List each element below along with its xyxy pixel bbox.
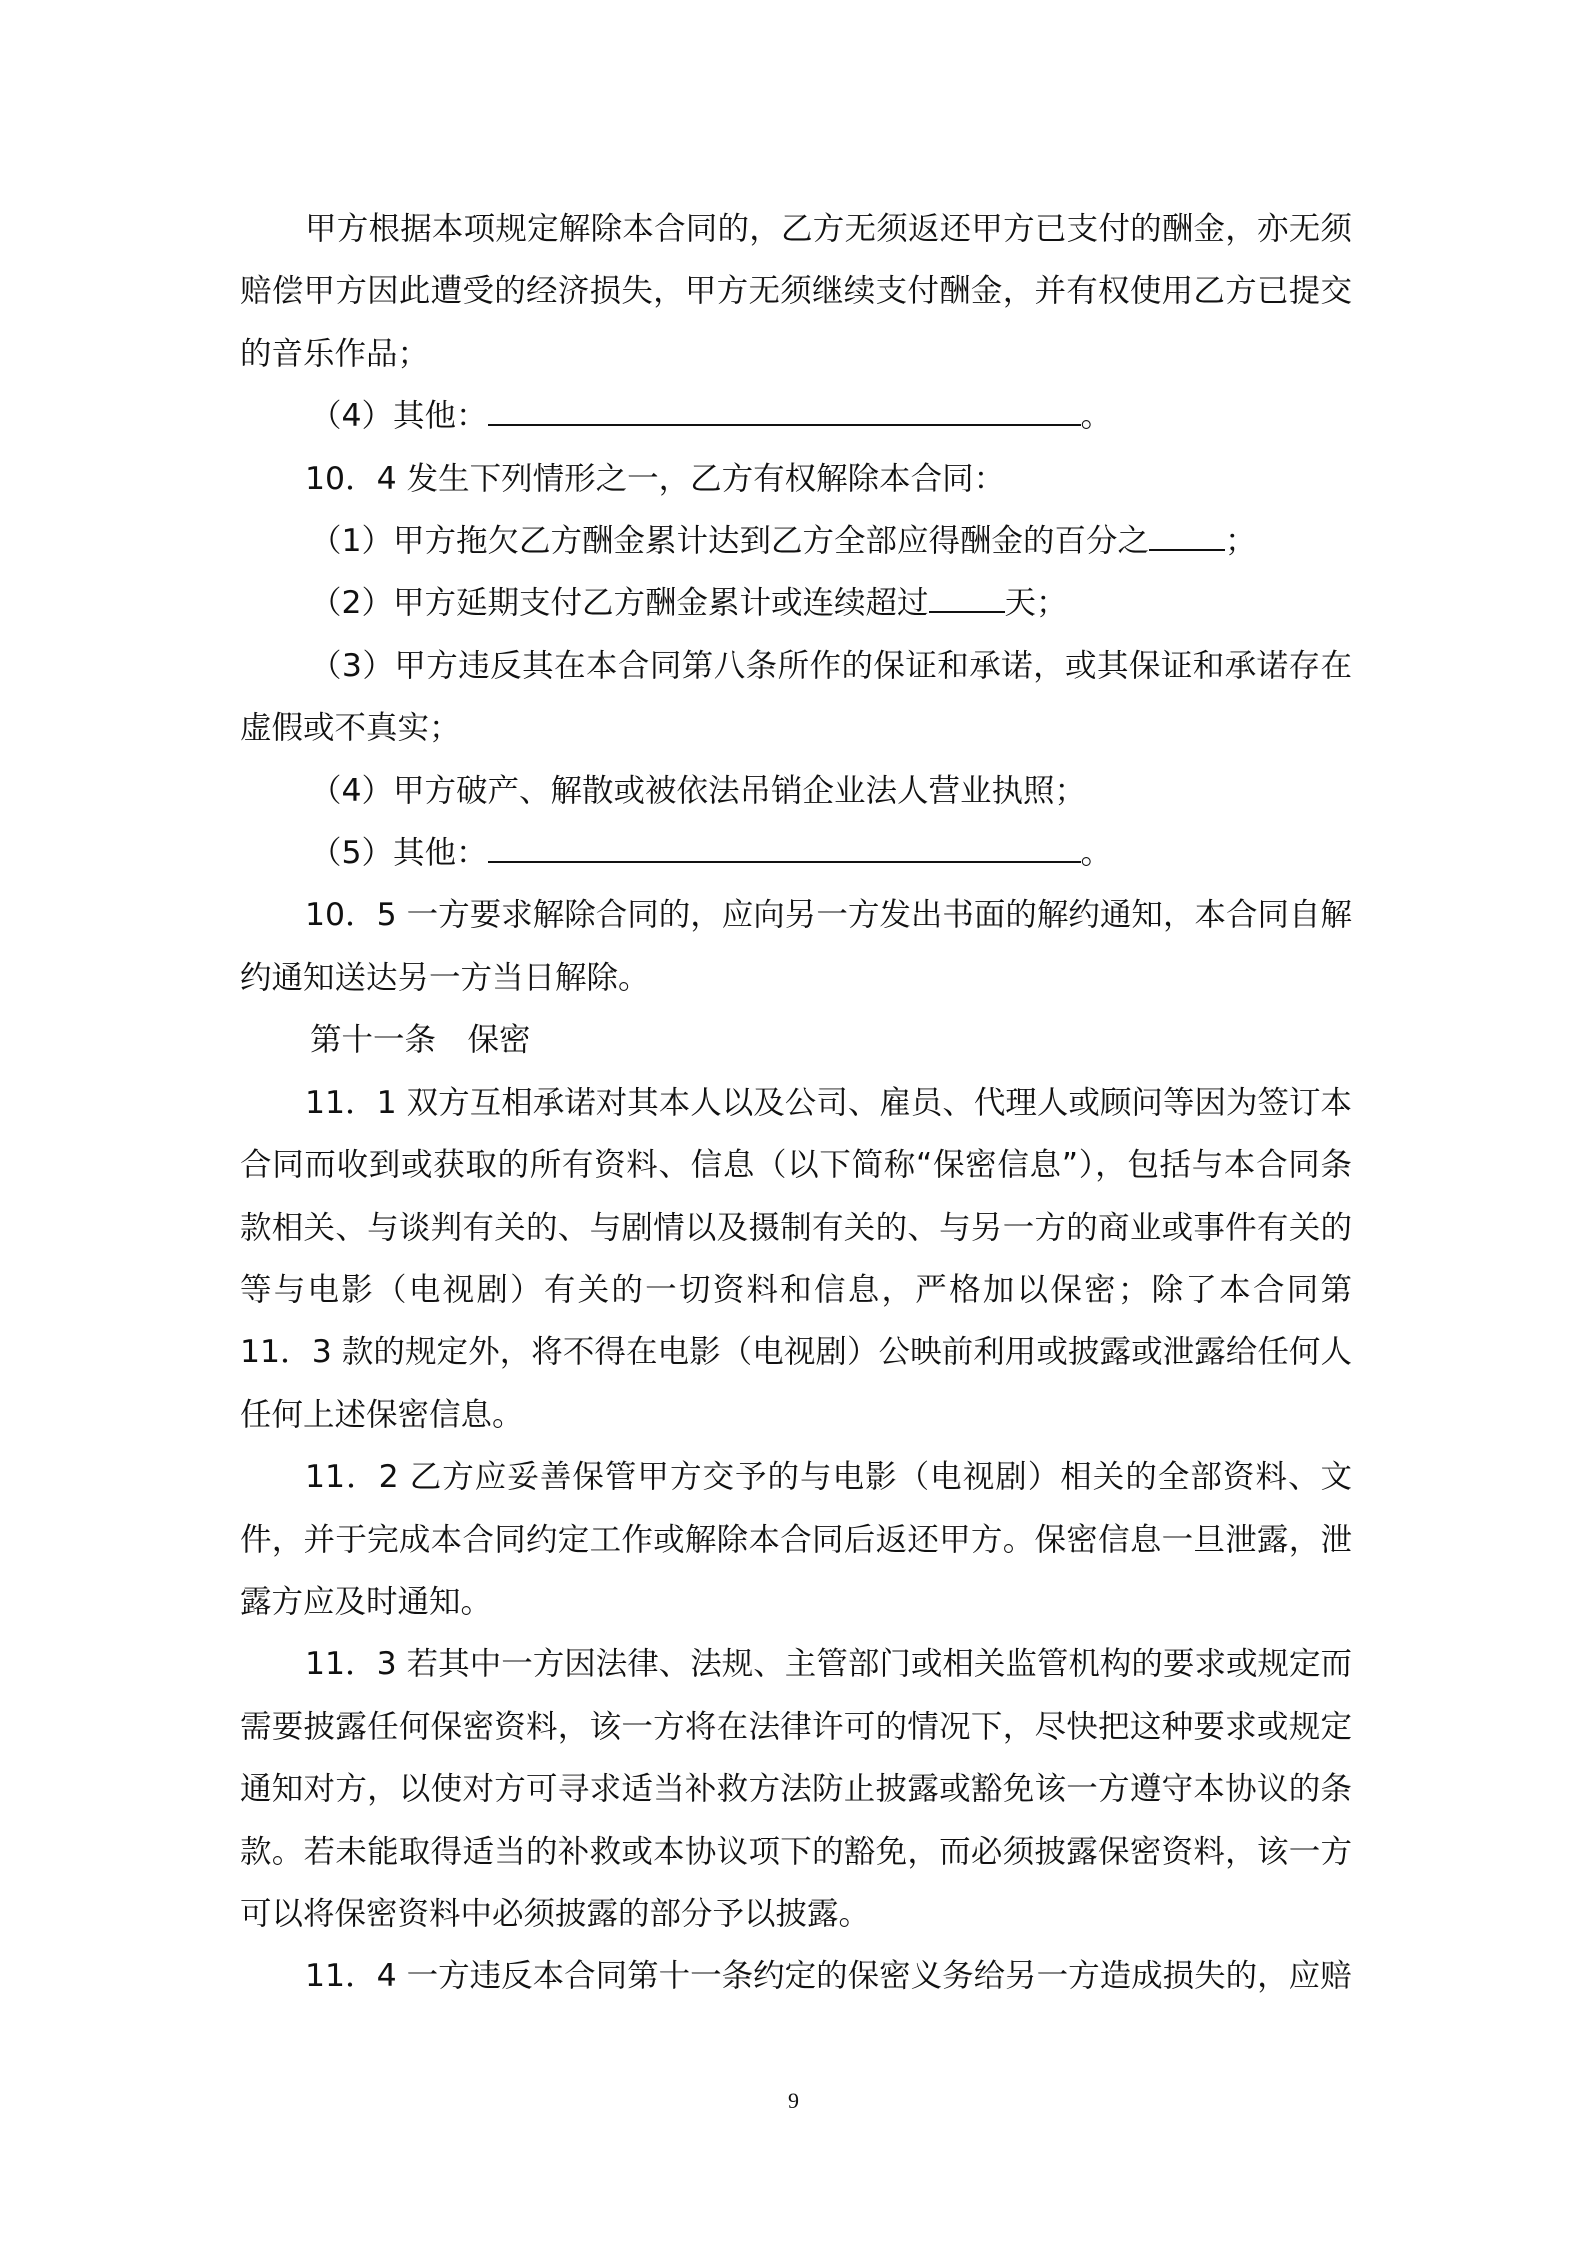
item-text: （1）甲方拖欠乙方酬金累计达到乙方全部应得酬金的百分之 bbox=[310, 523, 1150, 560]
item-text: （2）甲方延期支付乙方酬金累计或连续超过 bbox=[310, 585, 929, 622]
clause-10-5: 10．5 一方要求解除合同的，应向另一方发出书面的解约通知，本合同自解约通知送达另一方当日解除。 bbox=[240, 897, 1352, 996]
fill-in-blank[interactable] bbox=[488, 825, 1081, 863]
item-label: （5）其他： bbox=[310, 835, 488, 872]
fill-in-blank[interactable] bbox=[488, 388, 1081, 426]
paragraph-other-clause-4 bbox=[240, 385, 1352, 447]
clause-10-4-heading: 10．4 发生下列情形之一，乙方有权解除本合同： bbox=[305, 460, 1006, 497]
paragraph-item-1 bbox=[240, 510, 1352, 572]
clause-11-3: 11．3 若其中一方因法律、法规、主管部门或相关监管机构的要求或规定而需要披露任何保密资料，该一方将在法律许可的情况下，尽快把这种要求或规定通知对方，以使对方可寻求适当补救方法防止披露或豁免该一方遵守本协议的条款。若未能取得适当的补救或本协议项下的豁免，而必须披露保密资料，该一方可以将保密资料中必须披露的部分予以披露。 bbox=[240, 1646, 1352, 1932]
page-number: 9 bbox=[788, 2088, 799, 2113]
paragraph-termination-consequence: 甲方根据本项规定解除本合同的，乙方无须返还甲方已支付的酬金，亦无须赔偿甲方因此遭受的经济损失，甲方无须继续支付酬金，并有权使用乙方已提交的音乐作品； bbox=[240, 211, 1352, 372]
clause-11-2: 11．2 乙方应妥善保管甲方交予的与电影（电视剧）相关的全部资料、文件，并于完成本合同约定工作或解除本合同后返还甲方。保密信息一旦泄露，泄露方应及时通知。 bbox=[240, 1459, 1352, 1620]
clause-11-4: 11．4 一方违反本合同第十一条约定的保密义务给另一方造成损失的，应赔 bbox=[305, 1958, 1352, 1995]
paragraph-item-4: （4）甲方破产、解散或被依法吊销企业法人营业执照； bbox=[310, 772, 1087, 809]
paragraph-item-3: （3）甲方违反其在本合同第八条所作的保证和承诺，或其保证和承诺存在虚假或不真实； bbox=[240, 647, 1352, 747]
fill-in-blank-percent[interactable] bbox=[1149, 513, 1225, 551]
article-11-title: 第十一条 保密 bbox=[310, 1022, 531, 1059]
paragraph-other-clause-5 bbox=[240, 822, 1352, 884]
item-end: ； bbox=[1225, 523, 1257, 560]
item-label: （4）其他： bbox=[310, 398, 488, 435]
paragraph-item-2 bbox=[240, 572, 1352, 634]
item-end: 。 bbox=[1080, 835, 1113, 872]
fill-in-blank-days[interactable] bbox=[929, 575, 1005, 613]
item-end: 。 bbox=[1080, 398, 1113, 435]
item-end: 天； bbox=[1004, 585, 1068, 622]
clause-11-1: 11．1 双方互相承诺对其本人以及公司、雇员、代理人或顾问等因为签订本合同而收到或获取的所有资料、信息（以下简称“保密信息”），包括与本合同条款相关、与谈判有关的、与剧情以及摄制有关的、与另一方的商业或事件有关的等与电影（电视剧）有关的一切资料和信息，严格加以保密；除了本合同第 11．3 款的规定外，将不得在电影（电视剧）公映前利用或披露或泄露给任何人任何上述保密信息。 bbox=[240, 1084, 1352, 1433]
contract-body bbox=[240, 198, 1352, 2008]
